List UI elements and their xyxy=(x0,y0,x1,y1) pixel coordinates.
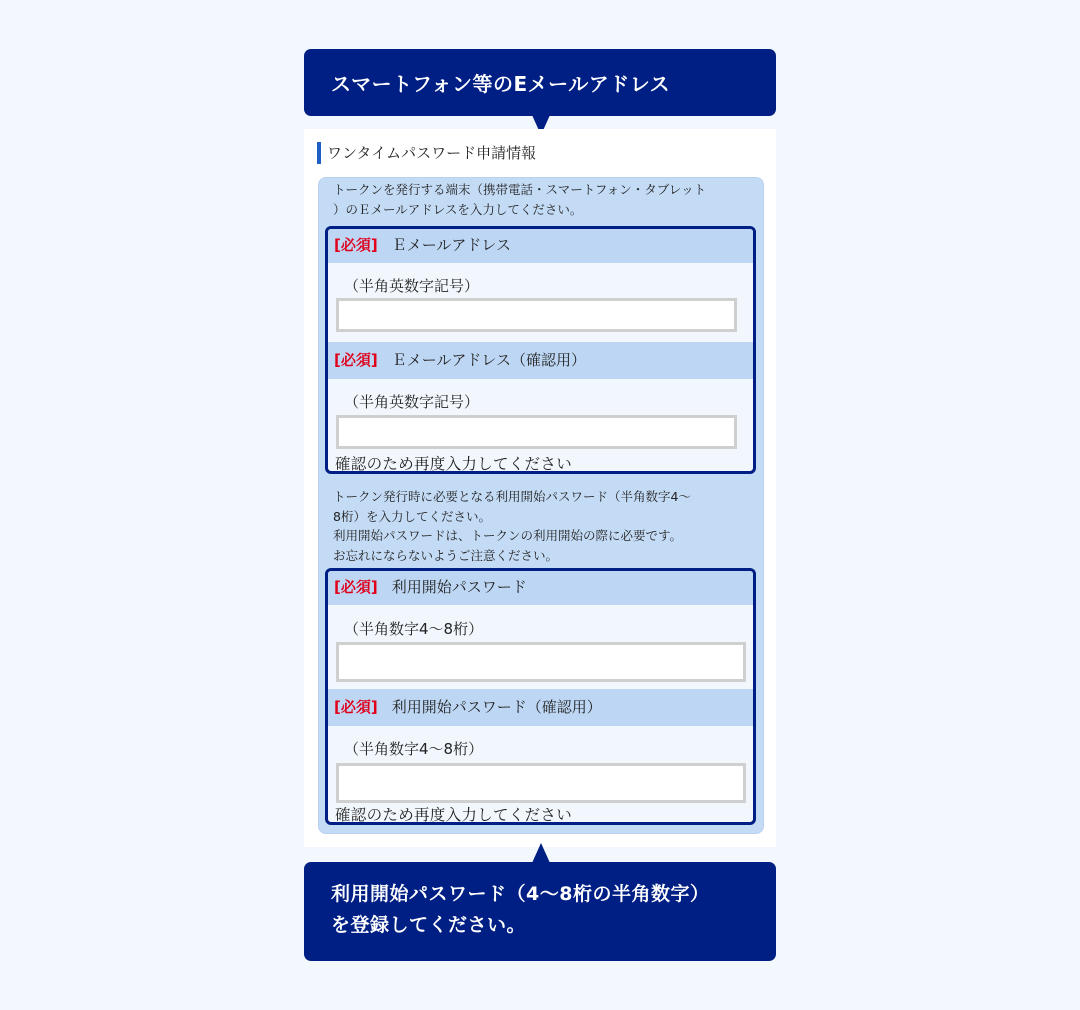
email-instruction xyxy=(333,180,706,219)
email-label: Ｅメールアドレス xyxy=(391,236,511,254)
form-panel xyxy=(318,177,764,834)
email-confirm-label-bar xyxy=(328,342,753,379)
required-badge: [必須] xyxy=(334,236,378,254)
password-instruction-line: トークン発行時に必要となる利用開始パスワード（半角数字4〜 xyxy=(333,489,691,504)
required-badge: [必須] xyxy=(334,351,378,369)
email-label-bar xyxy=(328,229,753,263)
email-hint: （半角英数字記号） xyxy=(344,277,480,295)
password-field-group xyxy=(325,568,756,825)
form-screen xyxy=(304,129,776,847)
password-label: 利用開始パスワード xyxy=(391,578,527,596)
password-instruction-line: 利用開始パスワードは、トークンの利用開始の際に必要です。 xyxy=(333,528,683,543)
required-badge: [必須] xyxy=(334,578,378,596)
password-instruction-line: 8桁）を入力してください。 xyxy=(333,508,491,524)
email-instruction-line: ）のＥメールアドレスを入力してください。 xyxy=(333,201,583,217)
email-confirm-hint: （半角英数字記号） xyxy=(344,393,480,411)
email-confirm-note: 確認のため再度入力してください xyxy=(335,455,573,473)
email-input[interactable] xyxy=(336,298,737,332)
callout-password xyxy=(304,862,776,961)
email-instruction-line: トークンを発行する端末（携帯電話・スマートフォン・タブレット xyxy=(333,182,707,197)
password-input[interactable] xyxy=(336,642,746,682)
section-title: ワンタイムパスワード申請情報 xyxy=(317,142,536,164)
password-confirm-input[interactable] xyxy=(336,763,746,803)
password-hint: （半角数字4〜8桁） xyxy=(344,620,484,638)
password-confirm-label-bar xyxy=(328,689,753,726)
email-confirm-input[interactable] xyxy=(336,415,737,449)
password-instruction-line: お忘れにならないようご注意ください。 xyxy=(333,547,559,563)
email-confirm-label: Ｅメールアドレス（確認用） xyxy=(391,351,586,369)
callout-password-line: 利用開始パスワード（4〜8桁の半角数字） xyxy=(331,883,710,905)
password-confirm-hint: （半角数字4〜8桁） xyxy=(344,740,484,758)
email-field-group xyxy=(325,226,756,474)
callout-email xyxy=(304,49,776,116)
password-instruction xyxy=(333,487,691,565)
password-confirm-note: 確認のため再度入力してください xyxy=(335,806,573,824)
password-label-bar xyxy=(328,571,753,605)
callout-password-line: を登録してください。 xyxy=(331,914,527,936)
required-badge: [必須] xyxy=(334,698,378,716)
password-confirm-label: 利用開始パスワード（確認用） xyxy=(391,698,602,716)
callout-pointer-up xyxy=(532,843,550,863)
callout-email-text: スマートフォン等のEメールアドレス xyxy=(331,72,671,96)
